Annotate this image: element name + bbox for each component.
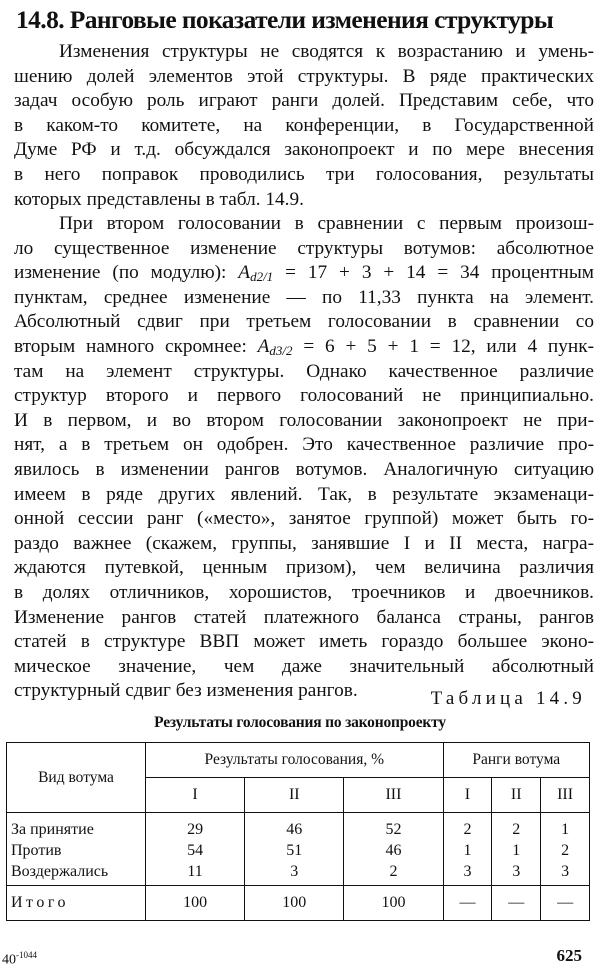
text-line-formula-1: [14, 261, 594, 286]
signature-number: 40: [2, 952, 16, 968]
results-vote-3: [344, 813, 443, 886]
text-line: ло существенное изменение структуры вотумов: абсолютное: [14, 237, 594, 259]
subheader-results-2: II: [245, 778, 344, 813]
table-cell: 2: [389, 863, 398, 880]
ranks-vote-3: [541, 813, 590, 886]
table-cell: 46: [286, 821, 303, 838]
text-line: явилось в изменении рангов вотумов. Аналогичную ситуацию: [14, 458, 594, 480]
text-line: которых представлены в табл. 14.9.: [14, 188, 304, 210]
text-line: нят, а в третьем он одобрен. Это качественное различие про-: [14, 434, 594, 456]
subheader-ranks-3: III: [541, 778, 590, 813]
table-cell: 51: [286, 842, 303, 859]
text-fragment: = 6 + 5 + 1 = 12, или 4 пунк-: [292, 335, 594, 357]
subheader-results-1: I: [146, 778, 245, 813]
text-line: в долях отличников, хорошистов, троечников и двоечников.: [14, 581, 594, 603]
text-line: Изменения структуры не сводятся к возрастанию и умень-: [59, 41, 594, 62]
text-line: в него поправок проводились три голосования, результаты: [14, 163, 594, 185]
vote-kind-against: Против: [11, 842, 62, 859]
page-number: 625: [556, 946, 582, 965]
ranks-vote-2: [492, 813, 541, 886]
text-fragment: = 17 + 3 + 14 = 34 процентным: [273, 262, 594, 284]
formula-subscript: d3/2: [269, 342, 293, 358]
total-cell: 100: [344, 886, 443, 921]
printer-signature: [2, 950, 37, 969]
paragraph-1: [14, 40, 594, 212]
formula-symbol: A: [257, 335, 270, 357]
table-total-row: [7, 886, 590, 921]
formula-symbol: A: [238, 262, 251, 284]
table-cell: 11: [187, 863, 203, 880]
text-line: в каком-то комитете, на конференции, в Государственной: [14, 114, 594, 136]
table-label: Таблица 14.9: [430, 688, 586, 709]
total-cell: 100: [146, 886, 245, 921]
table-cell: 3: [290, 863, 299, 880]
text-line: И в первом, и во втором голосовании законопроект не при-: [14, 409, 594, 431]
text-line: имеем в ряде других явлений. Так, в результате экзаменаци-: [14, 483, 594, 505]
column-header-vote-kind: Вид вотума: [7, 743, 146, 813]
table-cell: 3: [463, 863, 472, 880]
text-fragment: вторым намного скромнее:: [14, 335, 258, 357]
voting-results-table: [6, 742, 590, 921]
table-cell: 52: [385, 821, 402, 838]
text-line: структур второго и первого голосований не принципиально.: [14, 385, 594, 407]
text-line-formula-2: [14, 335, 594, 360]
subheader-ranks-2: II: [492, 778, 541, 813]
table-title: Результаты голосования по законопроекту: [154, 714, 446, 731]
text-line: онной сессии ранг («место», занятое группой) может быть го-: [14, 508, 594, 530]
formula-subscript: d2/1: [250, 269, 274, 285]
text-line: Думе РФ и т.д. обсуждался законопроект и по мере внесения: [14, 139, 594, 161]
section-heading: 14.8. Ранговые показатели изменения структуры: [16, 5, 554, 34]
column-group-results: Результаты голосования, %: [146, 743, 444, 778]
table-body-row: [7, 813, 590, 886]
table-cell: 29: [187, 821, 204, 838]
paragraph-2: [14, 212, 594, 704]
total-cell: —: [443, 886, 492, 921]
vote-kind-abstained: Воздержались: [11, 863, 109, 880]
vote-kind-names: [7, 813, 146, 886]
ranks-vote-1: [443, 813, 492, 886]
text-line: там на элемент структуры. Однако качественное различие: [14, 360, 594, 382]
text-line: Абсолютный сдвиг при третьем голосовании в сравнении со: [14, 311, 594, 333]
table-cell: 54: [187, 842, 204, 859]
text-fragment: изменение (по модулю):: [14, 262, 239, 284]
text-line: Изменение рангов статей платежного баланса страны, рангов: [14, 606, 594, 628]
table-cell: 1: [463, 842, 472, 859]
text-line: ждаются путевкой, ценным призом), чем величина различия: [14, 557, 594, 579]
total-cell: —: [541, 886, 590, 921]
subheader-ranks-1: I: [443, 778, 492, 813]
results-vote-2: [245, 813, 344, 886]
table-cell: 2: [463, 821, 472, 838]
text-line: При втором голосовании в сравнении с первым произош-: [59, 213, 594, 234]
table-cell: 2: [512, 821, 521, 838]
table-cell: 1: [512, 842, 521, 859]
table-cell: 46: [385, 842, 402, 859]
text-line: шению долей элементов этой структуры. В ряде практических: [14, 65, 594, 87]
text-line: статей в структуре ВВП может иметь гораздо большее эконо-: [14, 631, 594, 653]
text-line: пунктам, среднее изменение — по 11,33 пункта на элемент.: [14, 286, 594, 308]
results-vote-1: [146, 813, 245, 886]
text-line: мическое значение, чем даже значительный абсолютный: [14, 655, 594, 677]
signature-superscript: -1044: [16, 950, 37, 960]
subheader-results-3: III: [344, 778, 443, 813]
table-cell: 3: [561, 863, 570, 880]
text-line: задач особую роль играют ранги долей. Представим себе, что: [14, 90, 594, 112]
text-line: структурный сдвиг без изменения рангов.: [14, 680, 358, 702]
total-label: Итого: [7, 886, 146, 921]
vote-kind-for: За принятие: [11, 821, 94, 838]
table-cell: 1: [561, 821, 570, 838]
table-cell: 2: [561, 842, 570, 859]
text-line: раздо важнее (скажем, группы, занявшие I и II места, награ-: [14, 532, 594, 554]
total-cell: 100: [245, 886, 344, 921]
table-header-row: [7, 743, 590, 778]
table-cell: 3: [512, 863, 521, 880]
total-cell: —: [492, 886, 541, 921]
column-group-ranks: Ранги вотума: [443, 743, 589, 778]
